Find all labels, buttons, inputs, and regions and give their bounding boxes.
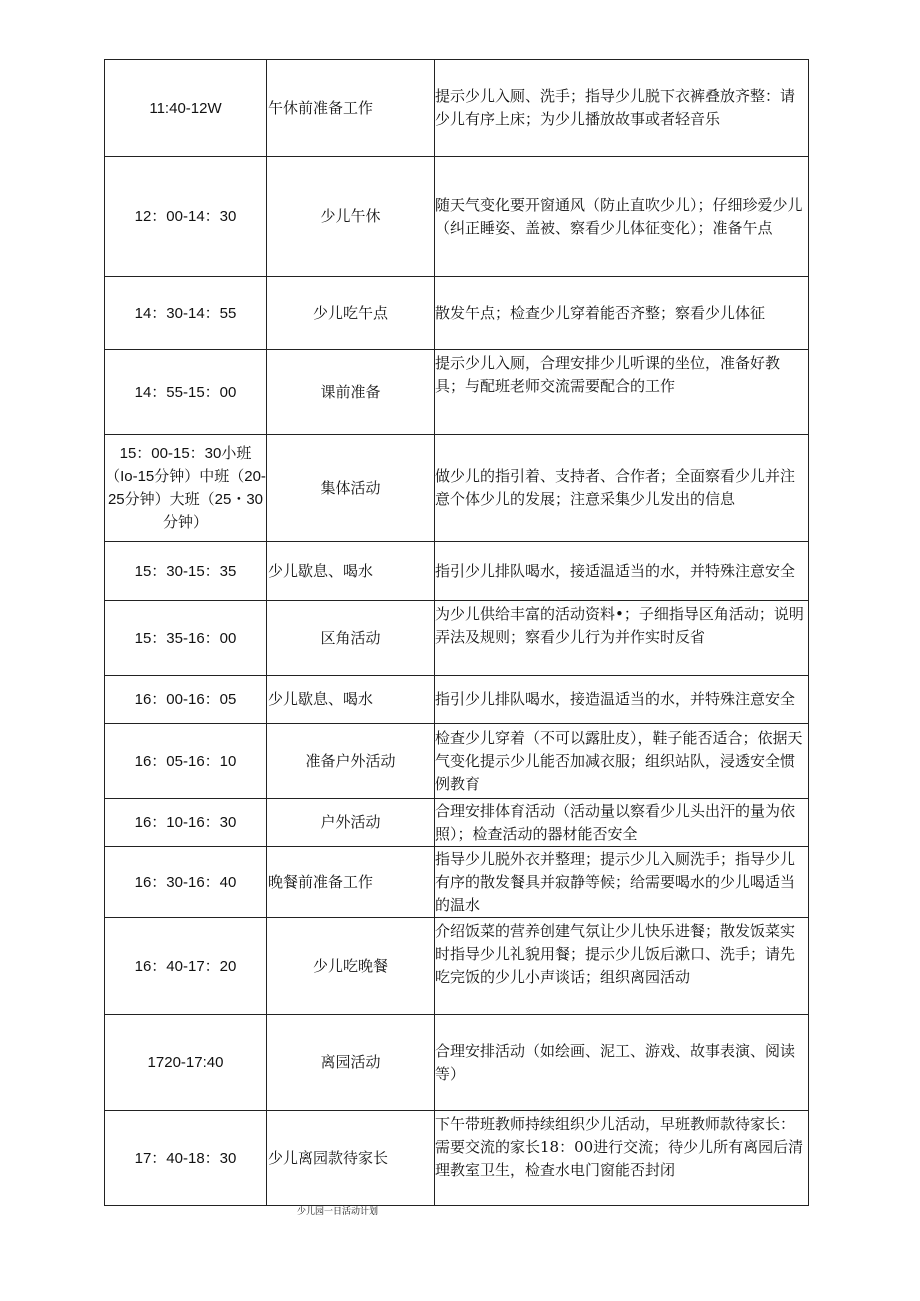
activity-cell: 户外活动 — [267, 799, 435, 847]
details-cell: 指引少儿排队喝水，接造温适当的水，并特殊注意安全 — [435, 676, 809, 724]
time-cell: 1720-17:40 — [105, 1015, 267, 1111]
activity-cell: 少儿午休 — [267, 157, 435, 277]
time-cell: 15：00-15：30小班（Io-15分钟）中班（20-25分钟）大班（25・30分钟） — [105, 435, 267, 542]
table-row — [105, 799, 809, 847]
details-cell: 散发午点；检查少儿穿着能否齐整；察看少儿体征 — [435, 277, 809, 350]
activity-cell: 少儿吃午点 — [267, 277, 435, 350]
table-row — [105, 542, 809, 601]
time-cell: 11:40-12W — [105, 60, 267, 157]
activity-cell: 离园活动 — [267, 1015, 435, 1111]
table-row — [105, 1015, 809, 1111]
details-cell: 提示少儿入厕、洗手；指导少儿脱下衣裤叠放齐整：请少儿有序上床；为少儿播放故事或者轻音乐 — [435, 60, 809, 157]
table-row — [105, 60, 809, 157]
details-cell: 介绍饭菜的营养创建气氛让少儿快乐进餐；散发饭菜实时指导少儿礼貌用餐；提示少儿饭后漱口、洗手；请先吃完饭的少儿小声谈话；组织离园活动 — [435, 918, 809, 1015]
time-cell: 16：00-16：05 — [105, 676, 267, 724]
table-row — [105, 157, 809, 277]
table-row — [105, 601, 809, 676]
activity-cell: 少儿歇息、喝水 — [267, 542, 435, 601]
time-cell: 15：35-16：00 — [105, 601, 267, 676]
page-footer: 少儿园一日活动计划 — [297, 1206, 379, 1216]
activity-cell: 少儿吃晚餐 — [267, 918, 435, 1015]
table-row — [105, 277, 809, 350]
activity-cell: 课前准备 — [267, 350, 435, 435]
details-cell: 做少儿的指引着、支持者、合作者；全面察看少儿并注意个体少儿的发展；注意采集少儿发出的信息 — [435, 435, 809, 542]
time-cell: 16：10-16：30 — [105, 799, 267, 847]
details-cell: 提示少儿入厕，合理安排少儿听课的坐位，准备好教具；与配班老师交流需要配合的工作 — [435, 350, 809, 435]
details-cell: 指导少儿脱外衣并整理；提示少儿入厕洗手；指导少儿有序的散发餐具并寂静等候；给需要喝水的少儿喝适当的温水 — [435, 847, 809, 918]
table-row — [105, 350, 809, 435]
time-cell: 17：40-18：30 — [105, 1111, 267, 1206]
details-cell: 随天气变化要开窗通风（防止直吹少儿）；仔细珍爱少儿（纠正睡姿、盖被、察看少儿体征变化）；准备午点 — [435, 157, 809, 277]
details-cell: 下午带班教师持续组织少儿活动，早班教师款待家长：需要交流的家长18：00进行交流；待少儿所有离园后清理教室卫生，检查水电门窗能否封闭 — [435, 1111, 809, 1206]
time-cell: 12：00-14：30 — [105, 157, 267, 277]
time-cell: 14：55-15：00 — [105, 350, 267, 435]
time-cell: 15：30-15：35 — [105, 542, 267, 601]
time-cell: 16：30-16：40 — [105, 847, 267, 918]
activity-cell: 少儿离园款待家长 — [267, 1111, 435, 1206]
details-cell: 合理安排活动（如绘画、泥工、游戏、故事表演、阅读等） — [435, 1015, 809, 1111]
details-cell: 指引少儿排队喝水，接适温适当的水，并特殊注意安全 — [435, 542, 809, 601]
table-row — [105, 1111, 809, 1206]
table-row — [105, 724, 809, 799]
details-cell: 合理安排体育活动（活动量以察看少儿头出汗的量为依照）；检查活动的器材能否安全 — [435, 799, 809, 847]
time-cell: 16：05-16：10 — [105, 724, 267, 799]
activity-cell: 准备户外活动 — [267, 724, 435, 799]
details-cell: 检查少儿穿着（不可以露肚皮），鞋子能否适合；依据天气变化提示少儿能否加减衣服；组织站队，浸透安全惯例教育 — [435, 724, 809, 799]
activity-cell: 集体活动 — [267, 435, 435, 542]
time-cell: 14：30-14：55 — [105, 277, 267, 350]
time-cell: 16：40-17：20 — [105, 918, 267, 1015]
table-row — [105, 918, 809, 1015]
activity-cell: 区角活动 — [267, 601, 435, 676]
schedule-table — [104, 59, 809, 1206]
table-row — [105, 676, 809, 724]
details-cell: 为少儿供给丰富的活动资料•；子细指导区角活动；说明弄法及规则；察看少儿行为并作实时反省 — [435, 601, 809, 676]
activity-cell: 午休前准备工作 — [267, 60, 435, 157]
activity-cell: 晚餐前准备工作 — [267, 847, 435, 918]
table-row — [105, 847, 809, 918]
table-row — [105, 435, 809, 542]
activity-cell: 少儿歇息、喝水 — [267, 676, 435, 724]
